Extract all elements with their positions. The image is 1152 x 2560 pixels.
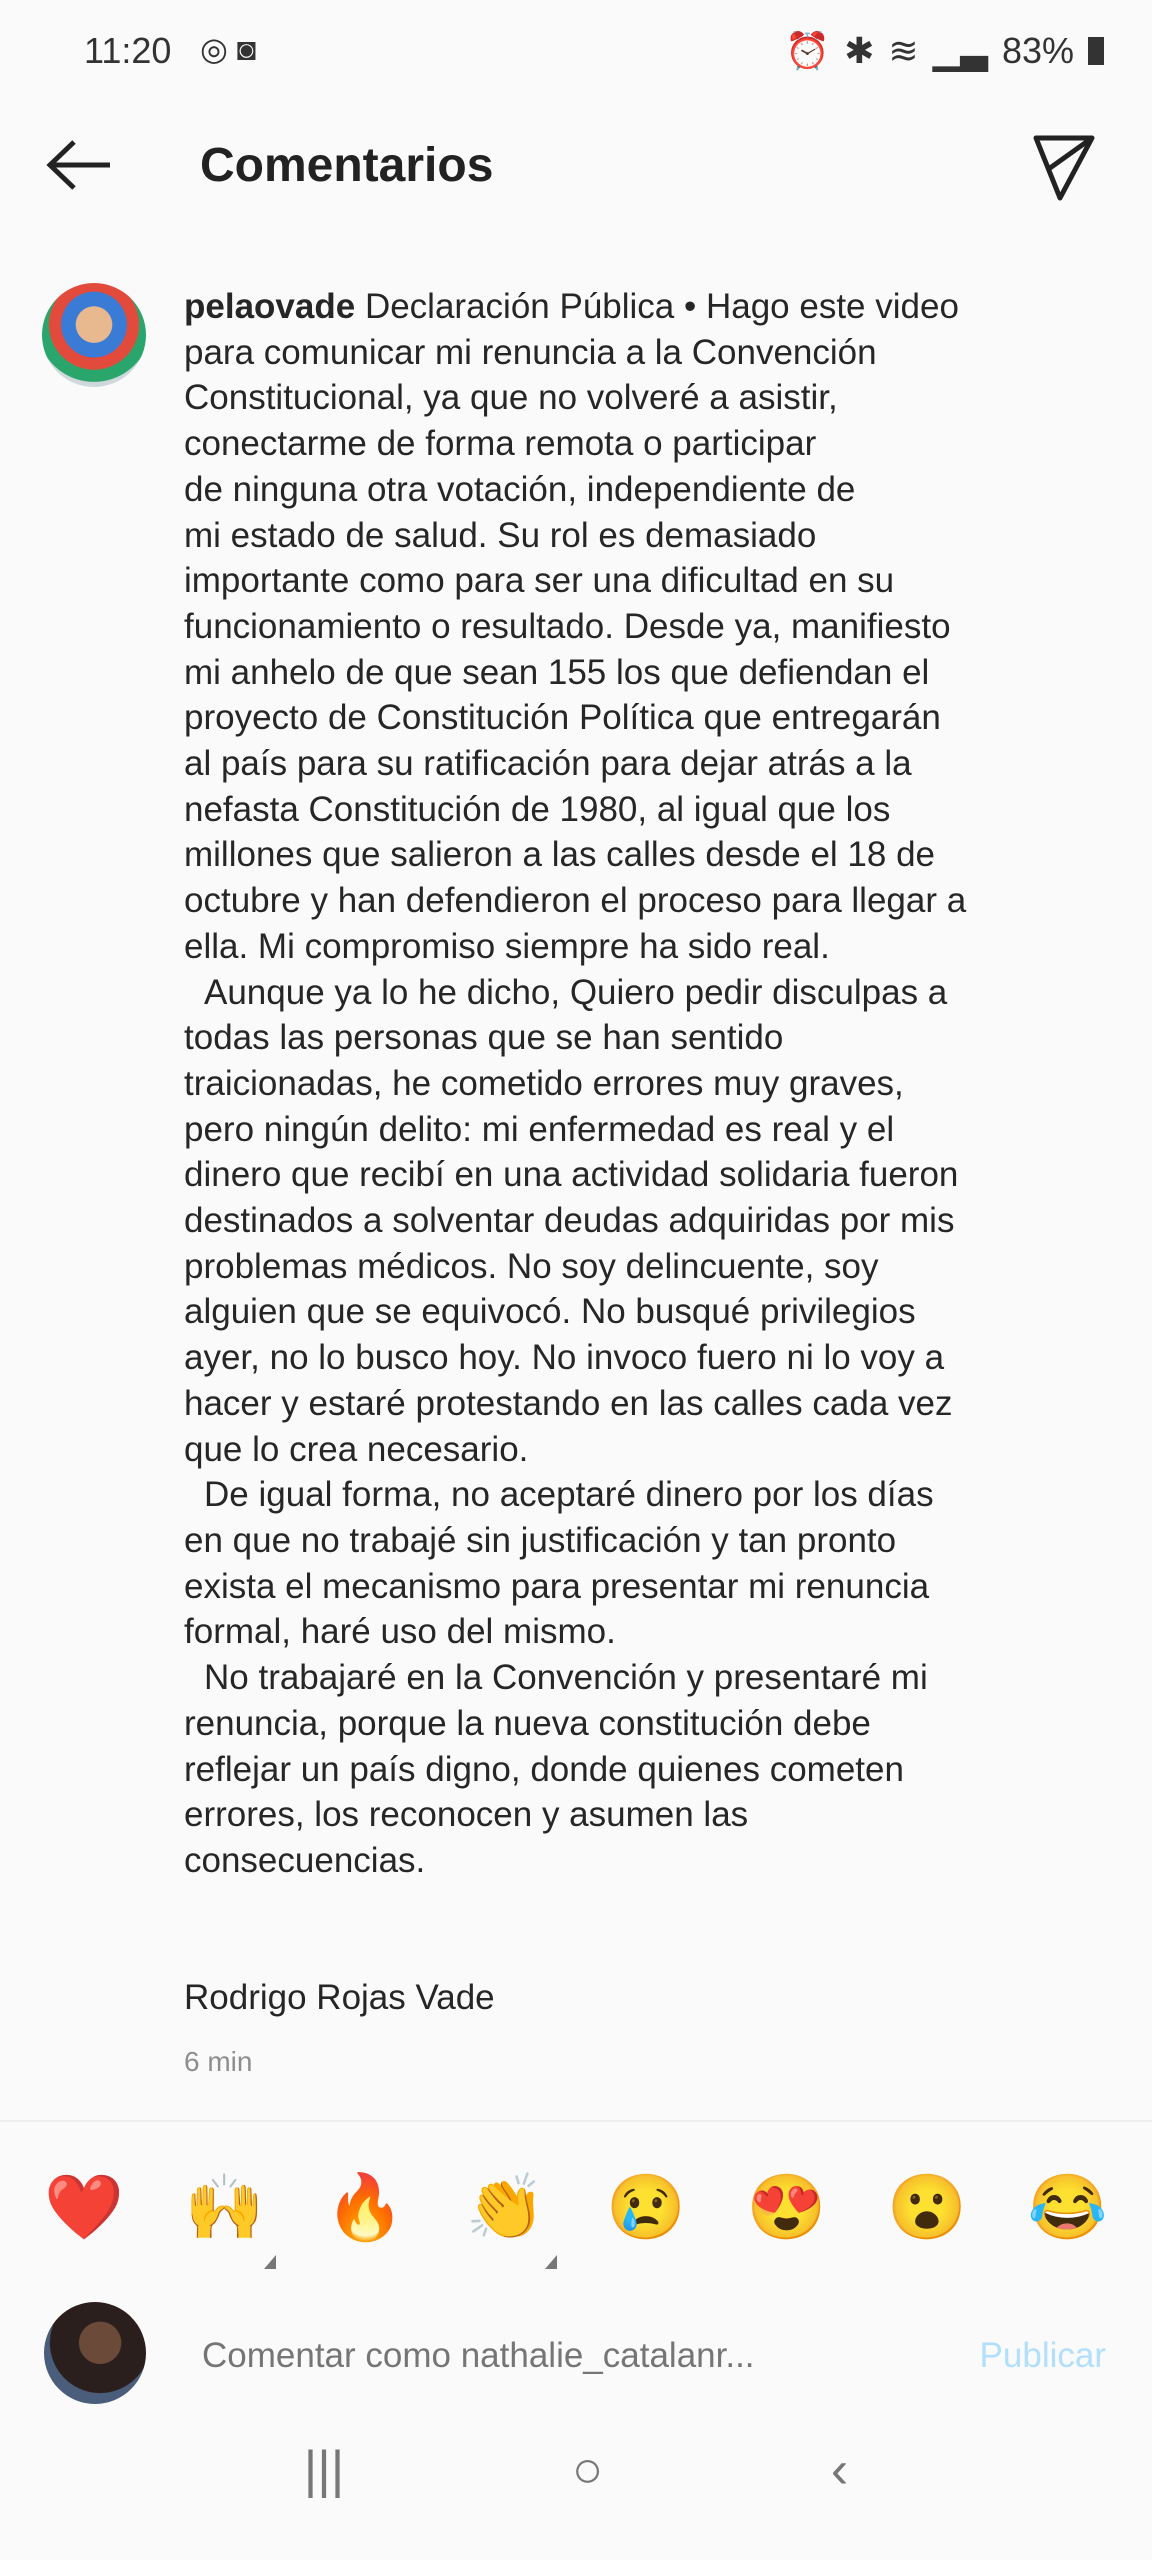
comment-text: exista el mecanismo para presentar mi renuncia (184, 1566, 930, 1606)
comment-line (184, 1107, 1104, 1153)
comment-line (184, 513, 1104, 559)
comment-input[interactable] (202, 2336, 842, 2376)
signal-icon: ▁▃ (932, 30, 988, 71)
comment-text: de ninguna otra votación, independiente de (184, 469, 856, 509)
comment-line (184, 330, 1104, 376)
comment-line (184, 1701, 1104, 1747)
reaction-crying-face-icon[interactable] (591, 2170, 701, 2245)
comment-line (184, 1564, 1104, 1610)
comment-line (184, 1792, 1104, 1838)
home-button[interactable]: ○ (571, 2441, 604, 2499)
system-back-button[interactable]: ‹ (830, 2441, 849, 2499)
page-title: Comentarios (200, 139, 494, 192)
reaction-tears-of-joy-icon[interactable] (1013, 2170, 1123, 2245)
skin-tone-indicator (264, 2255, 276, 2269)
comment-text: renuncia, porque la nueva constitución debe (184, 1703, 871, 1743)
comment-text: traicionadas, he cometido errores muy graves, (184, 1063, 904, 1103)
comment-text: dinero que recibí en una actividad solidaria fueron (184, 1155, 959, 1195)
comment-text: mi anhelo de que sean 155 los que defiendan el (184, 652, 930, 692)
comment-line (184, 741, 1104, 787)
comment-line (184, 924, 1104, 970)
comment-line (184, 787, 1104, 833)
comment-text: Declaración Pública • Hago este video (364, 287, 959, 326)
comment-text: destinados a solventar deudas adquiridas por mis (184, 1201, 955, 1241)
status-icons (785, 30, 1104, 72)
comment-text: hacer y estaré protestando en las calles cada vez (184, 1383, 953, 1423)
reaction-emoji: 😍 (746, 2171, 827, 2243)
comment-line (184, 1472, 1104, 1518)
system-nav-bar (0, 2440, 1152, 2500)
comment-text: consecuencias. (184, 1840, 426, 1880)
reaction-emoji: 🙌 (184, 2171, 265, 2243)
reaction-emoji: 👏 (465, 2171, 546, 2243)
comment-text: nefasta Constitución de 1980, al igual que los (184, 789, 891, 829)
comment-text: funcionamiento o resultado. Desde ya, manifiesto (184, 606, 951, 646)
commenter-avatar[interactable] (42, 283, 146, 387)
reaction-emoji: 🔥 (325, 2171, 406, 2243)
reaction-heart-eyes-icon[interactable] (732, 2170, 842, 2245)
comment-line (184, 1289, 1104, 1335)
comment-timestamp: 6 min (184, 2046, 253, 2077)
comment-text: octubre y han defendieron el proceso para llegar a (184, 881, 967, 921)
back-arrow-icon[interactable] (40, 130, 120, 200)
status-time: 11:20 (84, 30, 172, 71)
reaction-fire-icon[interactable] (310, 2170, 420, 2245)
comment-text: De igual forma, no aceptaré dinero por los días (204, 1475, 934, 1515)
comment-line (184, 878, 1104, 924)
publish-button[interactable]: Publicar (979, 2336, 1106, 2375)
comment-line (184, 421, 1104, 467)
reaction-emoji: 😂 (1027, 2171, 1108, 2243)
comment-line (184, 970, 1104, 1016)
comment-line (184, 1015, 1104, 1061)
comment-text: errores, los reconocen y asumen las (184, 1795, 749, 1835)
comment-text: problemas médicos. No soy delincuente, soy (184, 1246, 879, 1286)
reaction-raised-hands-icon[interactable] (170, 2170, 280, 2245)
comment-line (184, 650, 1104, 696)
whatsapp-icon: ◎ ◙ (200, 31, 257, 67)
comment-text: ella. Mi compromiso siempre ha sido real. (184, 926, 830, 966)
comment-line (184, 1427, 1104, 1473)
comment-line (184, 1198, 1104, 1244)
comment-line (184, 1838, 1104, 1884)
comment-line (184, 284, 1104, 330)
comment-text: alguien que se equivocó. No busqué privilegios (184, 1292, 916, 1332)
comment-text: que lo crea necesario. (184, 1429, 529, 1469)
wifi-icon: ≋ (888, 30, 919, 71)
bluetooth-icon: ✱ (844, 30, 875, 71)
recents-button[interactable]: ||| (303, 2441, 345, 2499)
divider (0, 2120, 1152, 2122)
reaction-emoji: 😢 (606, 2171, 687, 2243)
comment-text: Aunque ya lo he dicho, Quiero pedir disculpas a (204, 972, 948, 1012)
skin-tone-indicator (545, 2255, 557, 2269)
comment-text: Constitucional, ya que no volveré a asistir, (184, 378, 838, 418)
comment-line (184, 604, 1104, 650)
battery-level: 83% (1001, 30, 1074, 71)
comment-text: al país para su ratificación para dejar atrás a la (184, 744, 912, 784)
reaction-surprised-face-icon[interactable] (872, 2170, 982, 2245)
comment-line (184, 1747, 1104, 1793)
comment-text: reflejar un país digno, donde quienes cometen (184, 1749, 904, 1789)
comment-line (184, 558, 1104, 604)
comment-line (184, 1335, 1104, 1381)
comment-line (184, 1152, 1104, 1198)
alarm-icon: ⏰ (785, 30, 831, 71)
comment-line (184, 1244, 1104, 1290)
comment-line (184, 467, 1104, 513)
comment-body (184, 284, 1104, 1884)
comment-text: para comunicar mi renuncia a la Convención (184, 332, 877, 372)
comment-text: ayer, no lo busco hoy. No invoco fuero ni lo voy a (184, 1338, 945, 1378)
comment-text: millones que salieron a las calles desde el 18 de (184, 835, 936, 875)
comment-username[interactable]: pelaovade (184, 287, 356, 326)
comment-text: formal, haré uso del mismo. (184, 1612, 616, 1652)
reaction-emoji: 😮 (887, 2171, 968, 2243)
comment-text: conectarme de forma remota o participar (184, 424, 817, 464)
comment-line (184, 1381, 1104, 1427)
comment-line (184, 832, 1104, 878)
comment-line (184, 1518, 1104, 1564)
reaction-clapping-hands-icon[interactable] (451, 2170, 561, 2245)
battery-icon (1088, 37, 1104, 65)
reaction-heart-icon[interactable] (29, 2170, 139, 2245)
comment-line (184, 1609, 1104, 1655)
comment-line (184, 1061, 1104, 1107)
quick-reactions-bar (0, 2170, 1152, 2245)
comment-text: mi estado de salud. Su rol es demasiado (184, 515, 817, 555)
comment-line (184, 375, 1104, 421)
comment-text: todas las personas que se han sentido (184, 1018, 784, 1058)
comment-signature: Rodrigo Rojas Vade (184, 1978, 495, 2017)
reaction-emoji: ❤️ (44, 2171, 125, 2243)
comment-text: en que no trabajé sin justificación y tan pronto (184, 1520, 897, 1560)
send-direct-icon[interactable] (1030, 128, 1100, 208)
comment-text: pero ningún delito: mi enfermedad es real y el (184, 1109, 895, 1149)
comment-line (184, 695, 1104, 741)
current-user-avatar (44, 2302, 146, 2404)
comment-text: No trabajaré en la Convención y presentaré mi (204, 1658, 928, 1698)
comment-text: importante como para ser una dificultad en su (184, 561, 895, 601)
comment-line (184, 1655, 1104, 1701)
comment-text: proyecto de Constitución Política que entregarán (184, 698, 941, 738)
